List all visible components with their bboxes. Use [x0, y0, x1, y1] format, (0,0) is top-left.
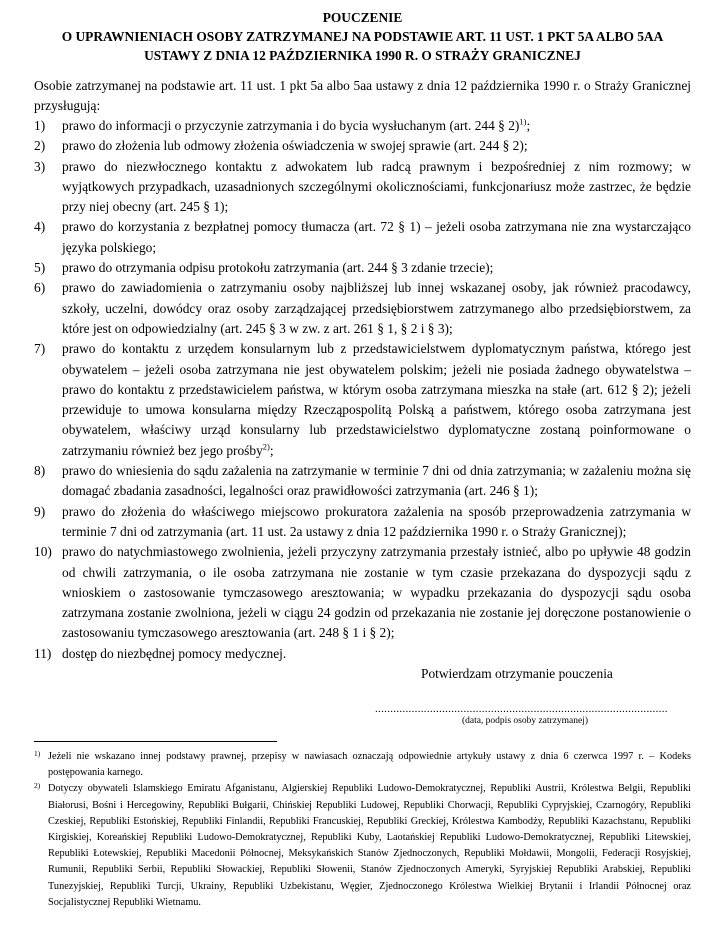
footnote-number: 2) [34, 781, 41, 791]
title-line-2: O UPRAWNIENIACH OSOBY ZATRZYMANEJ NA PODSTAWIE ART. 11 UST. 1 PKT 5A ALBO 5AA [61, 29, 664, 44]
footnote [34, 749, 691, 781]
item-text: prawo do zawiadomienia o zatrzymaniu osoby najbliższej lub innej wskazanej osoby, jak również pracodawcy, szkoły, uczelni, dowódcy oraz osoby zarządzającej przedsiębiorstwem zatrzymanego albo przedsiębiorstwem, za które jest on odpowiedzialny (art. 245 § 3 w zw. z art. 261 § 1, § 2 i § 3); [62, 280, 691, 336]
item-number: 3) [34, 158, 46, 174]
footnote-text: Jeżeli nie wskazano innej podstawy prawnej, przepisy w nawiasach oznaczają odpowiednie artykuły ustawy z dnia 6 czerwca 1997 r. – Kodeks postępowania karnego. [48, 751, 691, 779]
item-text: prawo do wniesienia do sądu zażalenia na zatrzymanie w terminie 7 dni od dnia zatrzymania; w zażaleniu można się domagać zbadania zasadności, legalności oraz prawidłowości zatrzymania (art. 246 § 1); [62, 463, 691, 499]
item-punct: ; [269, 442, 274, 458]
item-number: 11) [34, 645, 52, 661]
right-item [34, 258, 691, 278]
title-line-3: USTAWY Z DNIA 12 PAŹDZIERNIKA 1990 R. O STRAŻY GRANICZNEJ [144, 48, 581, 63]
signature-line: ................................................................................................ [375, 703, 668, 716]
signature-label: (data, podpis osoby zatrzymanej) [461, 716, 589, 727]
item-text: prawo do natychmiastowego zwolnienia, jeżeli przyczyny zatrzymania przestały istnieć, albo po upływie 48 godzin od chwili zatrzymania, o ile osoba zatrzymana nie zostanie w tym czasie przekazana do dyspozycji sądu z wnioskiem o zastosowanie tymczasowego aresztowania; w wypadku przekazania do dyspozycji sądu osoba zatrzymana zostanie zwolniona, jeżeli w ciągu 24 godzin od przekazania nie zostanie jej doręczone postanowienie o zastosowaniu tymczasowego aresztowania (art. 248 § 1 i § 2); [62, 544, 691, 641]
title-line-1: POUCZENIE [322, 10, 403, 25]
footnotes [34, 749, 691, 911]
item-number: 4) [34, 219, 46, 235]
right-item [34, 644, 691, 664]
right-item [34, 542, 691, 643]
rights-list [34, 116, 691, 664]
intro-paragraph: Osobie zatrzymanej na podstawie art. 11 ust. 1 pkt 5a albo 5aa ustawy z dnia 12 października 1990 r. o Straży Granicznej przysługują: [34, 78, 691, 113]
footnote-ref: 1) [519, 116, 527, 127]
right-item [34, 461, 691, 502]
item-number: 7) [34, 341, 46, 357]
confirmation-text: Potwierdzam otrzymanie pouczenia [421, 666, 613, 682]
item-text: prawo do otrzymania odpisu protokołu zatrzymania (art. 244 § 3 zdanie trzecie); [62, 260, 494, 276]
right-item [34, 278, 691, 339]
item-number: 2) [34, 138, 46, 154]
item-text: prawo do kontaktu z urzędem konsularnym lub z przedstawicielstwem dyplomatycznym państwa, którego jest obywatelem – jeżeli osoba zatrzymana nie jest obywatelem polskim; jeżeli nie posiada żadnego obywatelstwa – prawo do kontaktu z przedstawicielem państwa, w którym osoba zatrzymana mieszka na stałe (art. 612 § 2); jeżeli przewiduje to umowa konsularna między Rzecząpospolitą Polską a państwem, którego osoba zatrzymana jest obywatelem, właściwy urząd konsularny lub przedstawicielstwo dyplomatyczne zostaną poinformowane o zatrzymaniu również bez jego prośby [62, 341, 691, 458]
footnote-number: 1) [34, 749, 41, 759]
item-number: 9) [34, 503, 46, 519]
item-text: prawo do korzystania z bezpłatnej pomocy tłumacza (art. 72 § 1) – jeżeli osoba zatrzymana nie zna wystarczająco języka polskiego; [62, 219, 691, 255]
item-text: dostęp do niezbędnej pomocy medycznej. [62, 645, 287, 661]
item-text: prawo do niezwłocznego kontaktu z adwokatem lub radcą prawnym i bezpośredniej z nim rozmowy; w wyjątkowych przypadkach, uzasadnionych szczególnymi okolicznościami, funkcjonariusz może zastrzec, że będzie przy niej obecny (art. 245 § 1); [62, 158, 691, 215]
right-item [34, 502, 691, 543]
item-number: 8) [34, 463, 46, 479]
right-item [34, 116, 691, 136]
item-number: 5) [34, 260, 46, 276]
item-punct: ; [526, 118, 531, 133]
right-item [34, 339, 691, 461]
item-number: 10) [34, 544, 52, 560]
item-text: prawo do informacji o przyczynie zatrzymania i do bycia wysłuchanym (art. 244 § 2) [62, 118, 520, 133]
item-text: prawo do złożenia lub odmowy złożenia oświadczenia w swojej sprawie (art. 244 § 2); [62, 138, 528, 154]
item-number: 6) [34, 280, 46, 296]
footnote-text: Dotyczy obywateli Islamskiego Emiratu Afganistanu, Algierskiej Republiki Ludowo-Demokratycznej, Republiki Austrii, Królestwa Belgii, Republiki Białorusi, Bośni i Hercegowiny, Republiki Bułgarii, Chińskiej Republiki Ludowej, Republiki Chorwacji, Republiki Cypryjskiej, Czarnogóry, Republiki Czeskiej, Republiki Estońskiej, Republiki Finlandii, Republiki Francuskiej, Republiki Greckiej, Królestwa Kambodży, Republiki Kazachstanu, Republiki Kirgiskiej, Koreańskiej Republiki Ludowo-Demokratycznej, Republiki Kuby, Laotańskiej Republiki Ludowo-Demokratycznej, Republiki Litewskiej, Republiki Łotewskiej, Republiki Macedonii Północnej, Meksykańskich Stanów Zjednoczonych, Republiki Mołdawii, Mongolii, Federacji Rosyjskiej, Rumunii, Republiki Serbii, Republiki Słowackiej, Republiki Słowenii, Stanów Zjednoczonych Ameryki, Syryjskiej Republiki Arabskiej, Republiki Tunezyjskiej, Republiki Turcji, Ukrainy, Republiki Uzbekistanu, Węgier, Zjednoczonego Królestwa Wielkiej Brytanii i Irlandii Północnej oraz Socjalistycznej Republiki Wietnamu. [48, 783, 691, 908]
right-item [34, 217, 691, 258]
right-item [34, 157, 691, 218]
item-text: prawo do złożenia do właściwego miejscowo prokuratora zażalenia na sposób przeprowadzenia zatrzymania w terminie 7 dni od zatrzymania (art. 11 ust. 2a ustawy z dnia 12 października 1990 r. o Straży Granicznej); [62, 503, 691, 539]
right-item [34, 136, 691, 156]
item-number: 1) [34, 118, 46, 133]
footnote-ref: 2) [262, 441, 270, 452]
footnote [34, 781, 691, 911]
document-title [34, 8, 691, 65]
footnote-divider [34, 741, 277, 742]
